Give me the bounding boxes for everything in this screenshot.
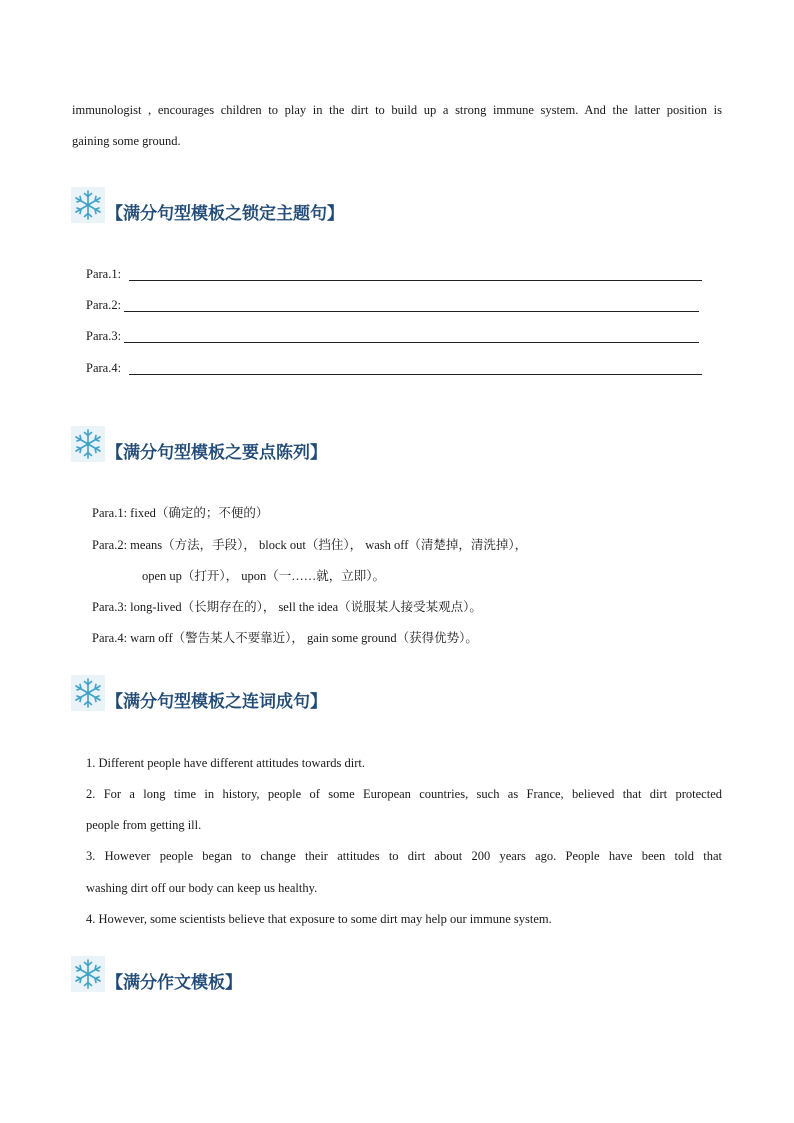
sentence-1: 1. Different people have different attitudes towards dirt. — [86, 756, 365, 770]
intro-line-2: gaining some ground. — [72, 134, 181, 148]
section-heading-essay-template: 【满分作文模板】 — [106, 973, 242, 993]
key-points-line-5: Para.4: warn off（警告某人不要靠近）， gain some ground（获得优势）。 — [92, 631, 478, 645]
snowflake-icon — [71, 187, 105, 223]
sentence-2-line-1: 2. For a long time in history, people of some European countries, such as France, believed that dirt protected — [86, 787, 722, 801]
snowflake-icon — [71, 956, 105, 992]
snowflake-icon — [71, 426, 105, 462]
sentence-3-line-1: 3. However people began to change their attitudes to dirt about 200 years ago. People have been told that — [86, 849, 722, 863]
sentence-3-line-2: washing dirt off our body can keep us healthy. — [86, 881, 318, 895]
key-points-line-1: Para.1: fixed（确定的；不便的） — [92, 506, 269, 520]
para-1-blank-line — [129, 280, 702, 281]
para-2-label: Para.2: — [86, 298, 122, 312]
intro-line-1: immunologist , encourages children to play in the dirt to build up a strong immune system. And the latter position is — [72, 103, 722, 117]
para-3-blank-line — [124, 342, 699, 343]
para-2-blank-line — [124, 311, 699, 312]
key-points-line-4: Para.3: long-lived（长期存在的）， sell the idea（说服某人接受某观点）。 — [92, 600, 482, 614]
section-heading-key-points: 【满分句型模板之要点陈列】 — [106, 443, 327, 463]
snowflake-icon — [71, 675, 105, 711]
para-1-label: Para.1: — [86, 267, 122, 281]
para-3-label: Para.3: — [86, 329, 122, 343]
key-points-line-3: open up（打开）， upon（一……就，立即）。 — [142, 569, 386, 583]
para-4-label: Para.4: — [86, 361, 122, 375]
sentence-4: 4. However, some scientists believe that exposure to some dirt may help our immune system. — [86, 912, 552, 926]
key-points-line-2: Para.2: means（方法，手段）， block out（挡住）， wash off（清楚掉，清洗掉）， — [92, 538, 528, 552]
section-heading-topic-sentence: 【满分句型模板之锁定主题句】 — [106, 204, 344, 224]
sentence-2-line-2: people from getting ill. — [86, 818, 202, 832]
section-heading-sentence-building: 【满分句型模板之连词成句】 — [106, 692, 327, 712]
para-4-blank-line — [129, 374, 702, 375]
